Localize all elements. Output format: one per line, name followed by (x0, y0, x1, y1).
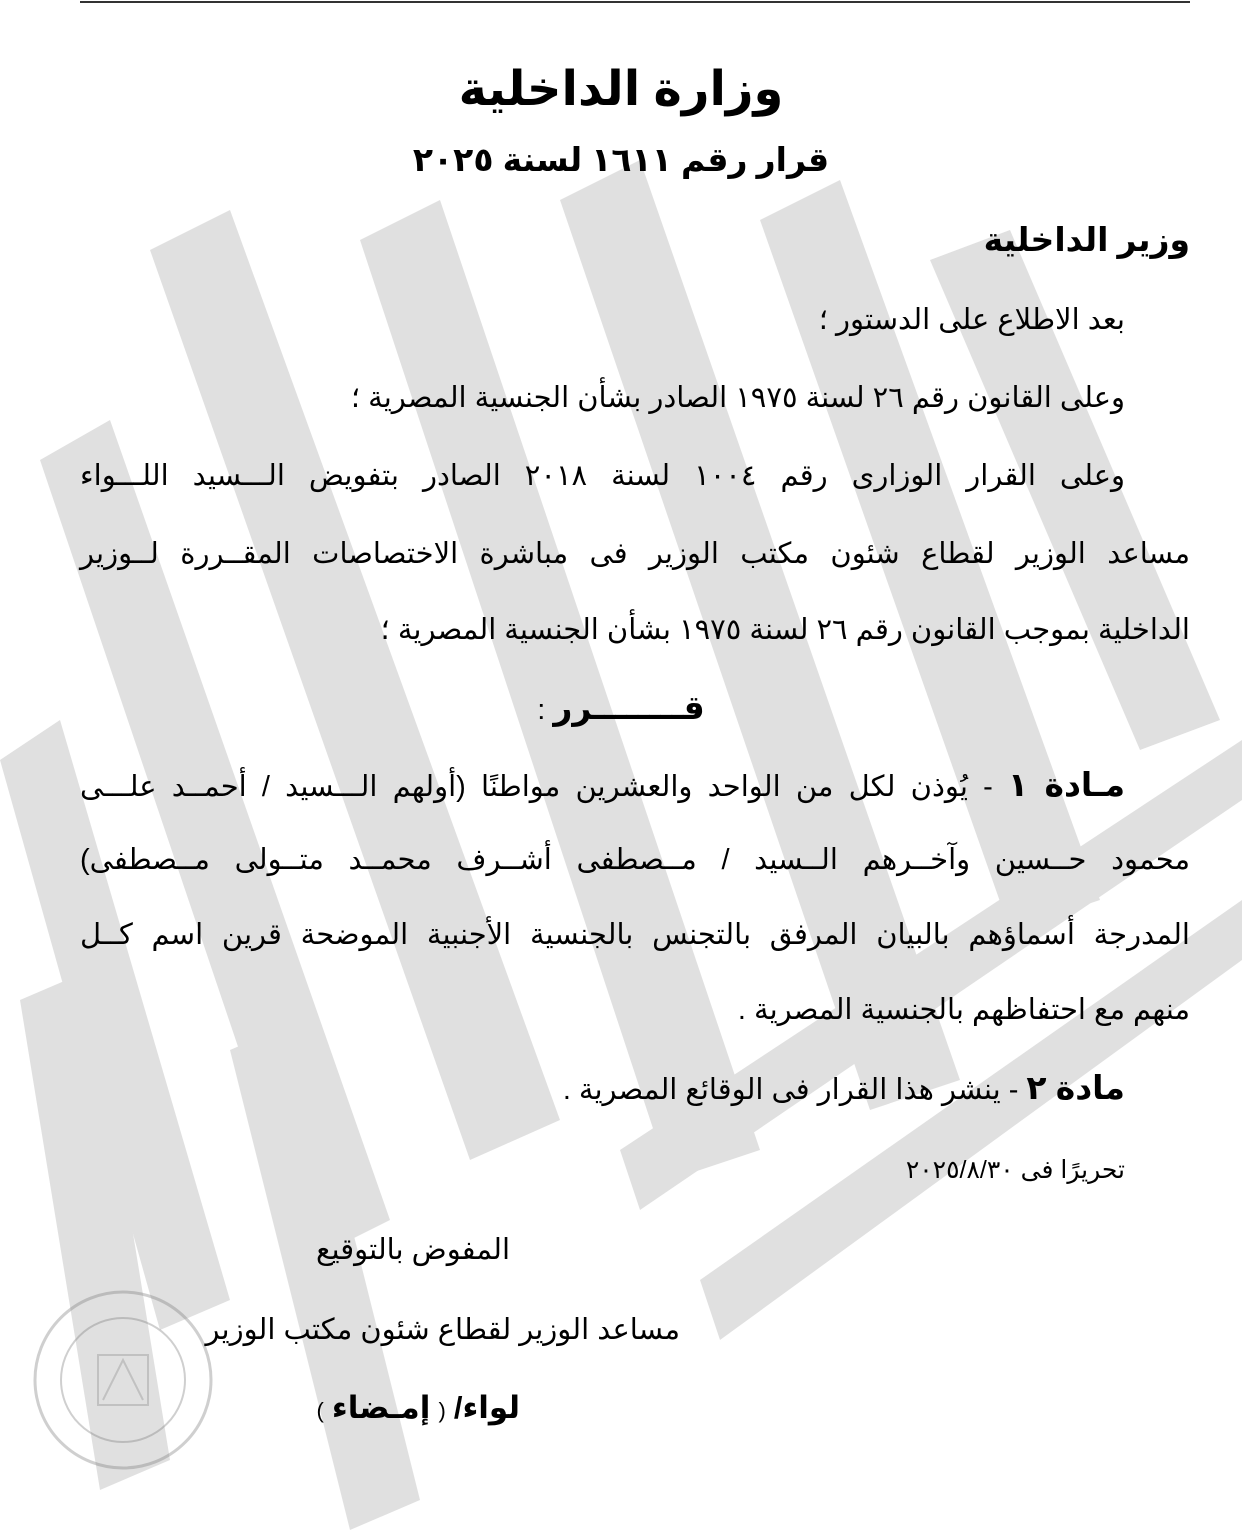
article1-text: - يُوذن لكل من الواحد والعشرين مواطنًا (أولهم الـــسيد / أحمــد علـــى (80, 771, 993, 803)
preamble-line: وعلى القرار الوزارى رقم ١٠٠٤ لسنة ٢٠١٨ الصادر بتفويض الـــسيد اللـــواء (80, 460, 1126, 492)
article1-line: منهم مع احتفاظهم بالجنسية المصرية . (737, 994, 1190, 1026)
decree-title: قرار رقم ١٦١١ لسنة ٢٠٢٥ (412, 141, 830, 178)
article2-line (563, 1068, 1125, 1110)
preamble-line: بعد الاطلاع على الدستور ؛ (818, 304, 1125, 336)
paren-close: ) (316, 1398, 324, 1423)
article2-text: - ينشر هذا القرار فى الوقائع المصرية . (562, 1074, 1019, 1106)
paren-open: ( (438, 1398, 446, 1423)
article1-line (80, 765, 1125, 807)
rank-label: لواء/ (453, 1390, 520, 1425)
official-seal-icon (28, 1285, 218, 1475)
article1-line: محمود حــسين وآخــرهم الــسيد / مــصطفى أشــرف محمــد متــولى مــصطفى) (80, 844, 1190, 876)
article1-line: المدرجة أسماؤهم بالبيان المرفق بالتجنس بالجنسية الأجنبية الموضحة قرين اسم كــل (80, 919, 1190, 951)
signed-label: إمـضاء (331, 1390, 431, 1425)
signature-rank (317, 1388, 520, 1431)
decides-colon: : (537, 694, 546, 726)
issuer-heading: وزير الداخلية (983, 221, 1190, 258)
signature-delegate: المفوض بالتوقيع (316, 1234, 510, 1266)
signature-position: مساعد الوزير لقطاع شئون مكتب الوزير (205, 1314, 680, 1346)
preamble-line: مساعد الوزير لقطاع شئون مكتب الوزير فى مباشرة الاختصاصات المقــررة لــوزير (80, 538, 1190, 570)
date-line: تحريرًا فى ٢٠٢٥/٨/٣٠ (905, 1156, 1125, 1184)
preamble-line: الداخلية بموجب القانون رقم ٢٦ لسنة ١٩٧٥ بشأن الجنسية المصرية ؛ (380, 614, 1190, 646)
article1-label: مـادة ١ (1008, 766, 1126, 803)
decides-label: قــــــــرر (553, 689, 705, 726)
top-rule (80, 1, 1190, 3)
preamble-line: وعلى القانون رقم ٢٦ لسنة ١٩٧٥ الصادر بشأن الجنسية المصرية ؛ (350, 382, 1125, 414)
article2-label: مادة ٢ (1026, 1069, 1125, 1106)
decides-heading (0, 688, 1242, 730)
ministry-title: وزارة الداخلية (458, 63, 784, 116)
